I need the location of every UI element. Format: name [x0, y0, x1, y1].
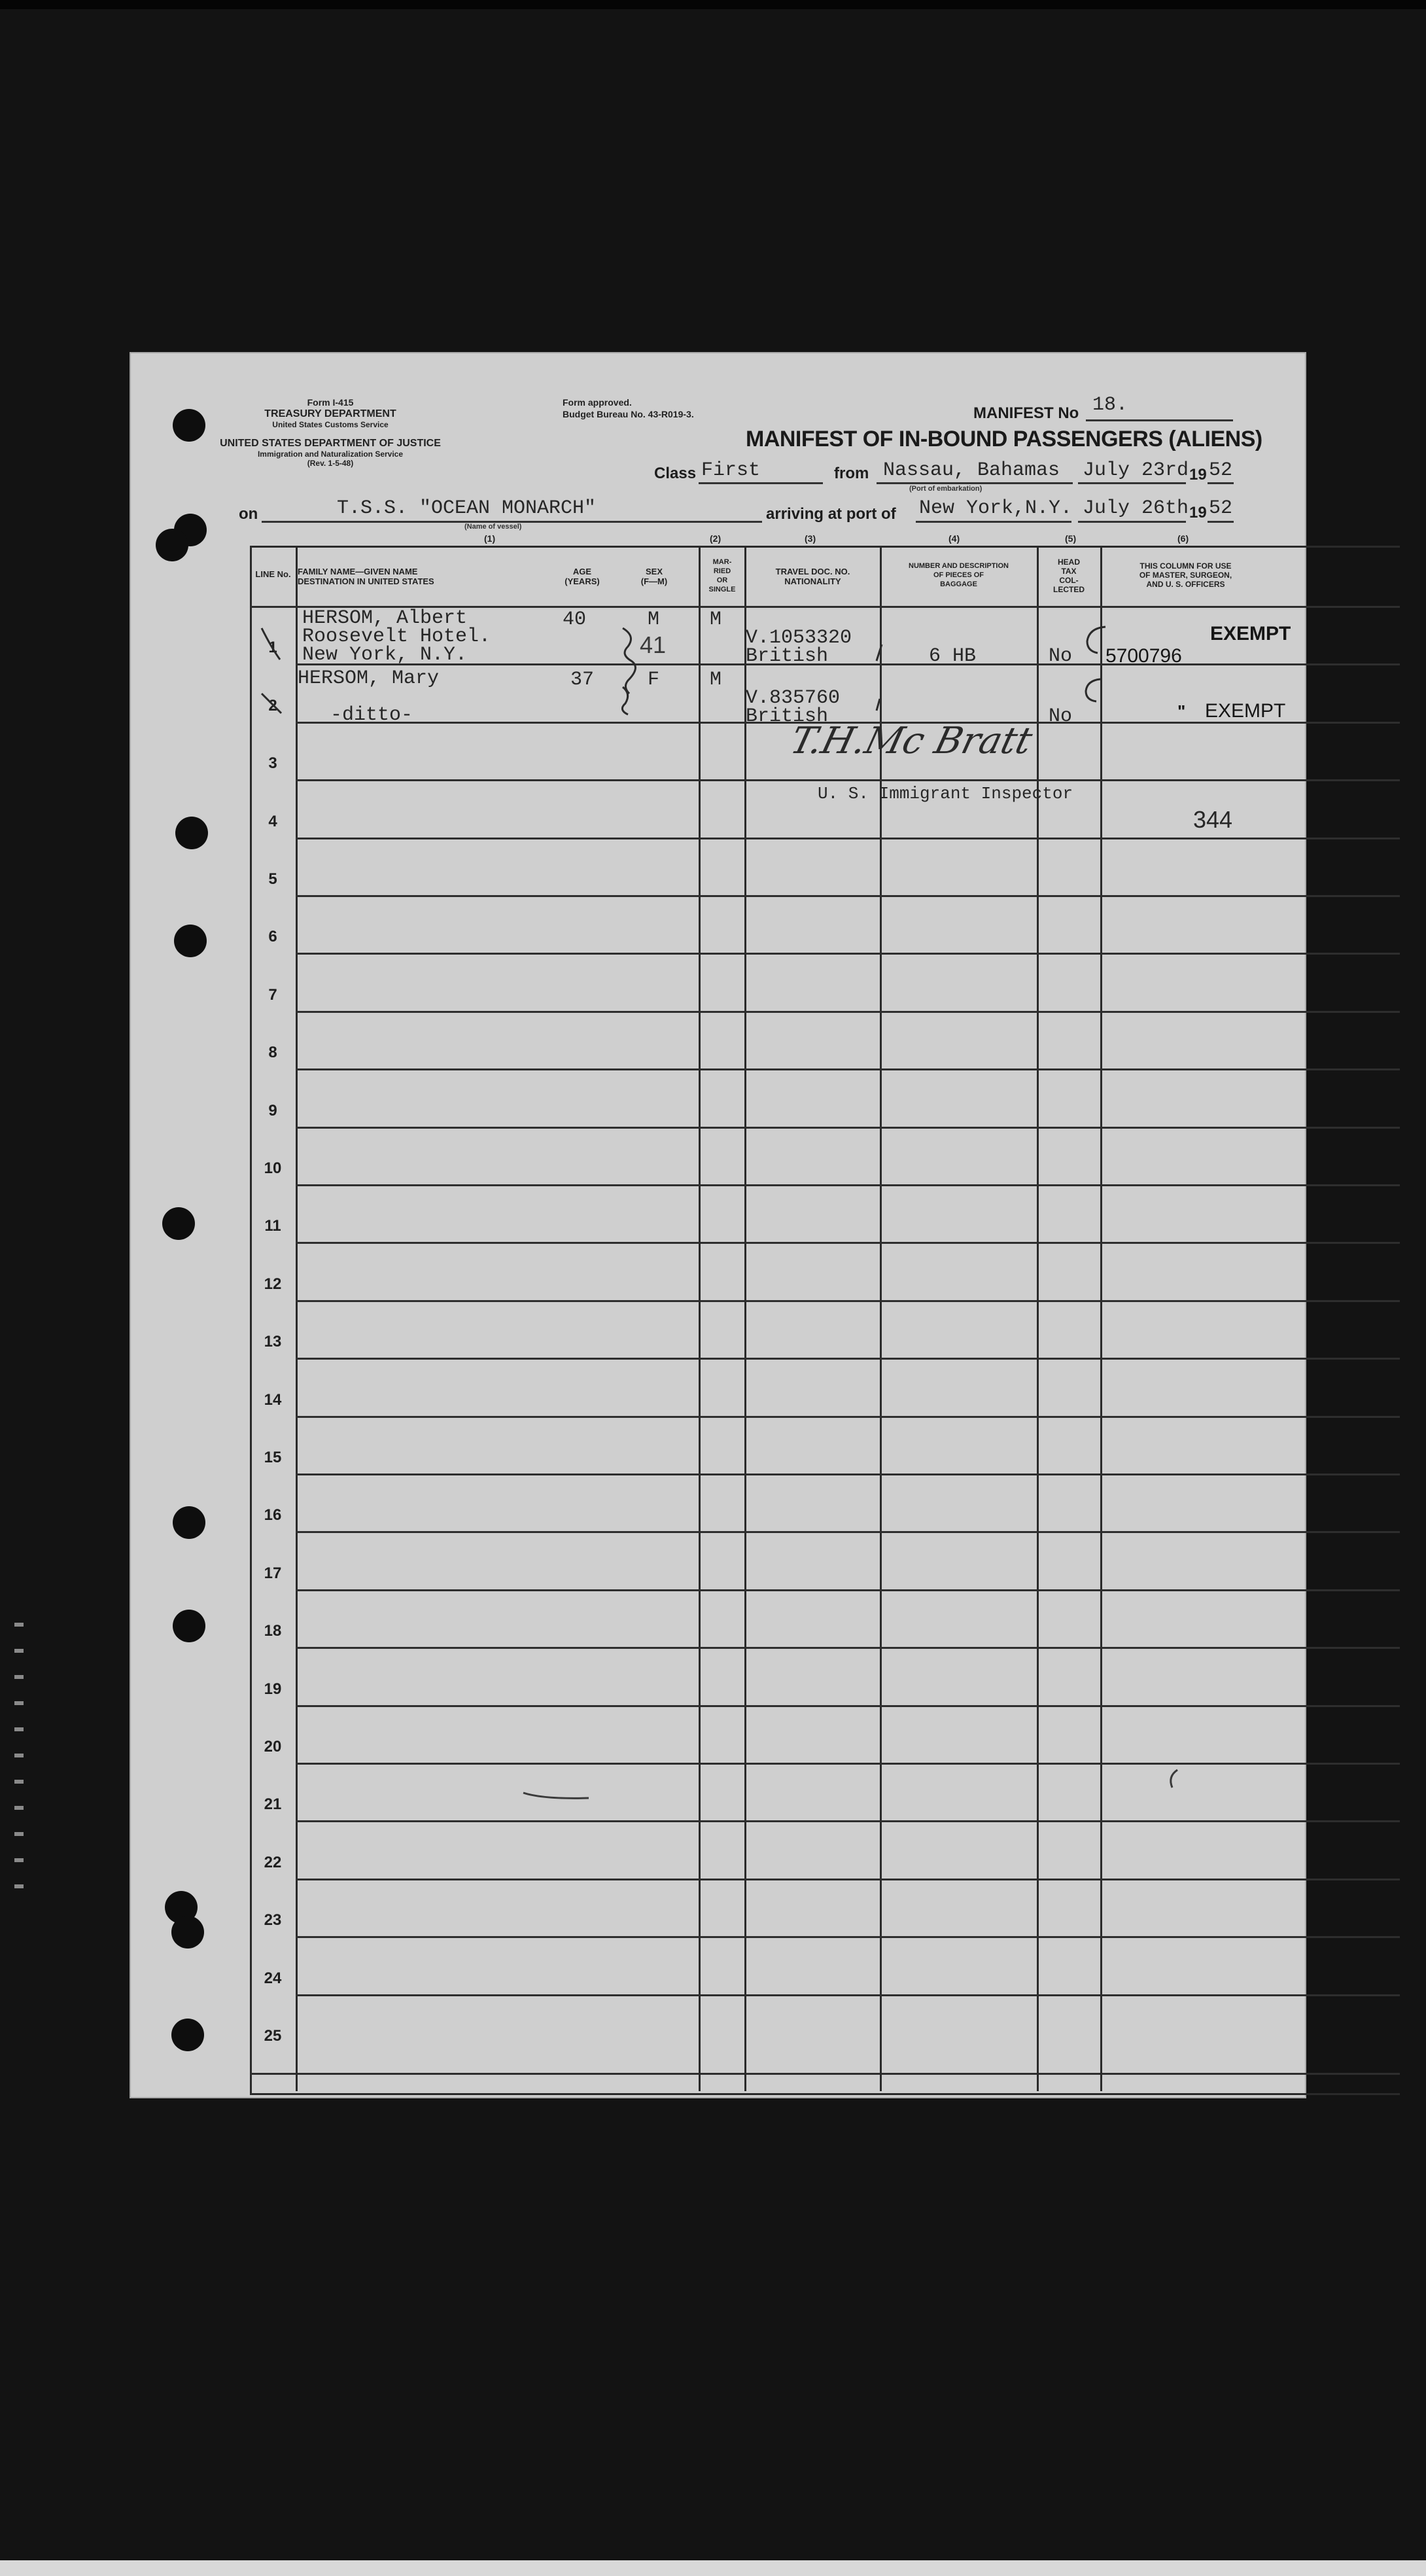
line-number: 10	[264, 1159, 282, 1177]
family-brace	[622, 687, 628, 715]
head-tax-mark	[1086, 679, 1100, 701]
line-number: 1	[268, 639, 277, 657]
form-number: Form I-415	[307, 397, 354, 408]
vessel-caption: (Name of vessel)	[464, 523, 522, 531]
year-prefix-2: 19	[1189, 504, 1207, 521]
line-number: 7	[268, 985, 277, 1004]
col-num-3: (3)	[805, 533, 816, 544]
line-number: 20	[264, 1738, 282, 1756]
passenger-travel-doc: V.835760	[746, 687, 841, 709]
film-edge-marks	[14, 1623, 24, 1897]
passenger-nationality: British	[746, 645, 829, 667]
line-number: 4	[268, 812, 277, 830]
film-edge-bottom	[0, 2560, 1426, 2576]
check-mark	[877, 644, 882, 661]
manifest-title: MANIFEST OF IN-BOUND PASSENGERS (ALIENS)	[746, 427, 1262, 451]
col-head-age: AGE (YEARS)	[565, 567, 600, 586]
line-number: 19	[264, 1680, 282, 1698]
form-revision: (Rev. 1-5-48)	[307, 459, 354, 468]
passenger-destination-city: New York, N.Y.	[302, 644, 468, 666]
year-prefix-1: 19	[1189, 466, 1207, 484]
passenger-baggage: 6 HB	[929, 645, 977, 667]
exempt-stamp: EXEMPT	[1210, 623, 1291, 644]
form-approved: Form approved.	[563, 397, 632, 408]
col-head-sex: SEX (F—M)	[640, 567, 668, 586]
handwritten-marks	[131, 353, 1305, 2097]
passenger-sex: F	[648, 669, 660, 691]
embarkation-date: July 23rd	[1083, 459, 1189, 482]
passenger-travel-doc: V.1053320	[746, 627, 852, 649]
passenger-destination: Roosevelt Hotel.	[302, 626, 491, 648]
embarkation-port: Nassau, Bahamas	[883, 459, 1060, 482]
passenger-name: HERSOM, Mary	[298, 667, 440, 690]
line-number: 23	[264, 1911, 282, 1930]
line-number: 16	[264, 1506, 282, 1525]
film-edge-top	[0, 0, 1426, 9]
col-head-marital: MAR- RIED OR SINGLE	[708, 558, 736, 593]
col-head-officers: THIS COLUMN FOR USE OF MASTER, SURGEON, AND U. S. OFFICERS	[1139, 561, 1232, 589]
col-num-2: (2)	[710, 533, 722, 544]
passenger-destination: -ditto-	[330, 704, 413, 726]
passenger-age: 40	[563, 609, 587, 631]
manifest-number-label: MANIFEST No	[973, 404, 1079, 422]
from-label: from	[834, 465, 869, 482]
check-mark	[877, 699, 880, 711]
passenger-head-tax: No	[1049, 645, 1073, 667]
col-head-headtax: HEAD TAX COL- LECTED	[1053, 557, 1085, 594]
line-number: 18	[264, 1622, 282, 1640]
line-number: 25	[264, 2027, 282, 2045]
col-head-baggage: NUMBER AND DESCRIPTION OF PIECES OF BAGGAGE	[909, 562, 1009, 588]
col-head-name: FAMILY NAME—GIVEN NAME DESTINATION IN UNITED STATES	[298, 567, 434, 586]
arrival-year: 52	[1209, 497, 1233, 520]
manifest-sheet	[131, 353, 1305, 2097]
col-num-5: (5)	[1065, 533, 1077, 544]
sheet-number: 344	[1193, 806, 1233, 833]
passenger-name: HERSOM, Albert	[302, 607, 468, 629]
check-mark	[262, 694, 281, 713]
family-brace	[623, 628, 635, 694]
inspector-signature: T.H.Mc Bratt	[786, 720, 1037, 762]
passenger-age: 37	[570, 669, 595, 691]
line-number: 21	[264, 1795, 282, 1814]
class-value: First	[701, 459, 761, 482]
col-head-travel: TRAVEL DOC. NO. NATIONALITY	[775, 567, 850, 586]
line-number: 12	[264, 1275, 282, 1293]
line-number: 3	[268, 754, 277, 773]
customs-service: United States Customs Service	[272, 420, 389, 429]
col-num-6: (6)	[1177, 533, 1189, 544]
passenger-sex: M	[648, 609, 660, 631]
manifest-number: 18.	[1092, 394, 1128, 416]
passenger-head-tax: No	[1049, 705, 1073, 728]
exempt-stamp: EXEMPT	[1205, 700, 1286, 722]
officer-number: 5700796	[1105, 645, 1182, 667]
department-justice: UNITED STATES DEPARTMENT OF JUSTICE	[220, 438, 441, 449]
col-num-4: (4)	[948, 533, 960, 544]
col-num-1: (1)	[484, 533, 496, 544]
ins-service: Immigration and Naturalization Service	[257, 450, 404, 459]
department-treasury: TREASURY DEPARTMENT	[264, 408, 396, 419]
line-number: 15	[264, 1449, 282, 1466]
line-number: 14	[264, 1390, 282, 1409]
stray-mark	[1171, 1770, 1177, 1788]
on-label: on	[239, 505, 258, 523]
passenger-nationality: British	[746, 705, 829, 728]
head-tax-mark	[1087, 627, 1105, 653]
embarkation-year: 52	[1209, 459, 1233, 482]
arrival-port: New York,N.Y.	[919, 497, 1073, 520]
embarkation-caption: (Port of embarkation)	[909, 485, 983, 493]
line-number: 9	[268, 1101, 277, 1120]
line-number: 24	[264, 1969, 282, 1987]
vessel-name: T.S.S. "OCEAN MONARCH"	[337, 497, 597, 520]
class-label: Class	[654, 465, 697, 482]
line-number: 8	[268, 1044, 277, 1062]
ditto-mark: "	[1177, 701, 1186, 721]
col-head-line-no: LINE No.	[255, 569, 291, 579]
line-number: 13	[264, 1333, 282, 1351]
check-mark	[262, 628, 280, 660]
passenger-marital: M	[710, 609, 722, 631]
line-number: 22	[264, 1853, 282, 1871]
line-number: 6	[268, 928, 277, 946]
arrival-date: July 26th	[1083, 497, 1189, 520]
stray-mark	[523, 1793, 589, 1798]
inspector-title: U. S. Immigrant Inspector	[818, 784, 1073, 803]
budget-bureau: Budget Bureau No. 43-R019-3.	[563, 409, 694, 419]
passenger-marital: M	[710, 669, 722, 691]
line-number: 11	[264, 1217, 281, 1235]
line-number: 2	[268, 696, 277, 715]
line-number: 17	[264, 1564, 282, 1582]
arriving-label: arriving at port of	[762, 505, 900, 523]
line-number: 5	[268, 870, 277, 888]
age-annotation: 41	[640, 631, 667, 658]
